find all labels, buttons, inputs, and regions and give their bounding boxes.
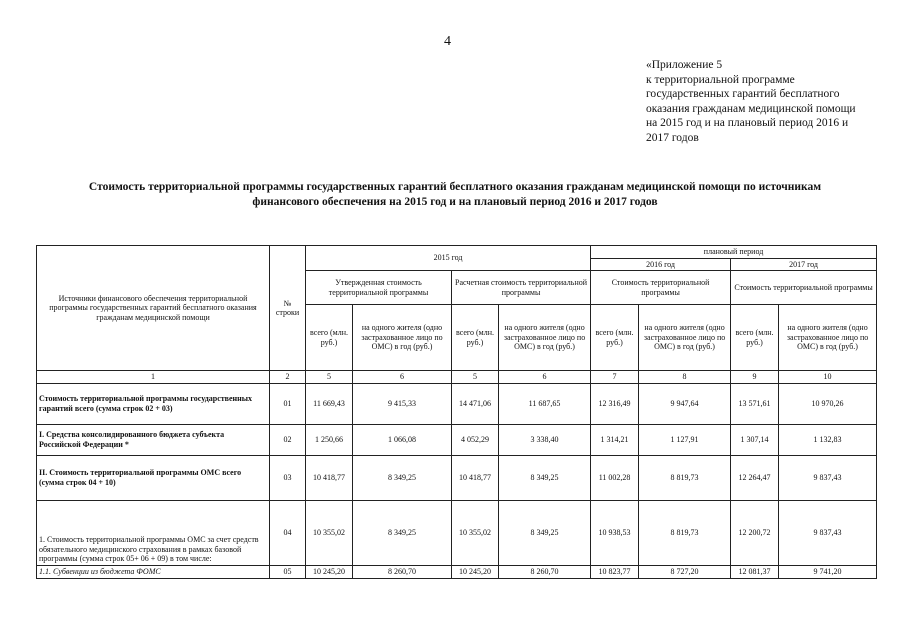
row-number: 04 (270, 500, 306, 565)
cell-value: 1 127,91 (639, 424, 731, 455)
header-cost-2017: Стоимость территориальной программы (731, 271, 877, 305)
cell-value: 8 819,73 (639, 500, 731, 565)
cost-table (36, 245, 877, 579)
appendix-line: государственных гарантий бесплатного (646, 88, 840, 100)
cell-value: 11 669,43 (306, 383, 353, 424)
appendix-line: 2017 годов (646, 131, 699, 144)
cell-value: 11 687,65 (499, 383, 591, 424)
cell-value: 9 947,64 (639, 383, 731, 424)
cell-value: 1 132,83 (779, 424, 877, 455)
header-per-resident: на одного жителя (одно застрахованное лицо по ОМС) в год (руб.) (639, 305, 731, 371)
cell-value: 10 823,77 (591, 565, 639, 578)
row-label: 1. Стоимость территориальной программы ОМС за счет средств обязательного медицинского страхования в рамках базовой программы (сумма строк 05+ 06 + 09) в том числе: (37, 500, 270, 565)
header-calculated-cost: Расчетная стоимость территориальной программы (452, 271, 591, 305)
header-per-resident: на одного жителя (одно застрахованное лицо по ОМС) в год (руб.) (353, 305, 452, 371)
cell-value: 10 418,77 (306, 455, 353, 500)
cell-value: 12 200,72 (731, 500, 779, 565)
cell-value: 8 260,70 (353, 565, 452, 578)
row-label: 1.1. Субвенции из бюджета ФОМС (37, 565, 270, 578)
header-total: всего (млн. руб.) (591, 305, 639, 371)
table-row (37, 500, 877, 565)
row-number: 05 (270, 565, 306, 578)
header-source: Источники финансового обеспечения территориальной программы государственных гарантий бесплатного оказания гражданам медицинской помощи (37, 246, 270, 371)
cell-value: 10 245,20 (452, 565, 499, 578)
cell-value: 10 970,26 (779, 383, 877, 424)
table-row (37, 383, 877, 424)
cell-value: 8 260,70 (499, 565, 591, 578)
cell-value: 10 355,02 (306, 500, 353, 565)
column-number: 10 (779, 371, 877, 384)
row-number: 01 (270, 383, 306, 424)
cell-value: 10 938,53 (591, 500, 639, 565)
cell-value: 8 819,73 (639, 455, 731, 500)
cell-value: 8 727,20 (639, 565, 731, 578)
row-label: II. Стоимость территориальной программы ОМС всего (сумма строк 04 + 10) (37, 455, 270, 500)
column-number: 7 (591, 371, 639, 384)
header-year-2017: 2017 год (731, 258, 877, 271)
column-number: 1 (37, 371, 270, 384)
table-row (37, 424, 877, 455)
cell-value: 8 349,25 (499, 455, 591, 500)
cell-value: 10 355,02 (452, 500, 499, 565)
cell-value: 9 837,43 (779, 455, 877, 500)
cell-value: 8 349,25 (353, 500, 452, 565)
cell-value: 14 471,06 (452, 383, 499, 424)
column-number: 6 (499, 371, 591, 384)
column-number: 5 (452, 371, 499, 384)
table-row (37, 455, 877, 500)
title-line: Стоимость территориальной программы государственных гарантий бесплатного оказания гражданам медицинской помощи по источникам (88, 181, 822, 193)
column-number: 9 (731, 371, 779, 384)
header-total: всего (млн. руб.) (306, 305, 353, 371)
cell-value: 12 081,37 (731, 565, 779, 578)
cell-value: 10 245,20 (306, 565, 353, 578)
column-number: 2 (270, 371, 306, 384)
page-number: 4 (444, 34, 451, 49)
cell-value: 9 415,33 (353, 383, 452, 424)
cell-value: 8 349,25 (499, 500, 591, 565)
cell-value: 1 307,14 (731, 424, 779, 455)
cell-value: 12 264,47 (731, 455, 779, 500)
appendix-line: на 2015 год и на плановый период 2016 и (646, 117, 849, 129)
header-planned-period: плановый период (591, 246, 877, 259)
row-number: 02 (270, 424, 306, 455)
header-approved-cost: Утвержденная стоимость территориальной программы (306, 271, 452, 305)
document-title (40, 180, 870, 210)
appendix-note (646, 58, 886, 145)
cell-value: 4 052,29 (452, 424, 499, 455)
cell-value: 1 250,66 (306, 424, 353, 455)
row-label: I. Средства консолидированного бюджета субъекта Российской Федерации * (37, 424, 270, 455)
cell-value: 3 338,40 (499, 424, 591, 455)
cell-value: 9 837,43 (779, 500, 877, 565)
table-row (37, 565, 877, 578)
header-year-2015: 2015 год (306, 246, 591, 271)
appendix-line: оказания гражданам медицинской помощи (646, 102, 856, 115)
column-number: 8 (639, 371, 731, 384)
title-line: финансового обеспечения на 2015 год и на плановый период 2016 и 2017 годов (252, 196, 658, 208)
row-number: 03 (270, 455, 306, 500)
column-number: 5 (306, 371, 353, 384)
cell-value: 9 741,20 (779, 565, 877, 578)
cell-value: 10 418,77 (452, 455, 499, 500)
header-row-no: № строки (270, 246, 306, 371)
cell-value: 13 571,61 (731, 383, 779, 424)
appendix-line: к территориальной программе (646, 73, 795, 86)
column-number: 6 (353, 371, 452, 384)
cell-value: 8 349,25 (353, 455, 452, 500)
appendix-line: «Приложение 5 (646, 59, 723, 71)
header-total: всего (млн. руб.) (731, 305, 779, 371)
header-per-resident: на одного жителя (одно застрахованное лицо по ОМС) в год (руб.) (779, 305, 877, 371)
header-year-2016: 2016 год (591, 258, 731, 271)
header-cost-2016: Стоимость территориальной программы (591, 271, 731, 305)
header-total: всего (млн. руб.) (452, 305, 499, 371)
cell-value: 1 066,08 (353, 424, 452, 455)
cell-value: 1 314,21 (591, 424, 639, 455)
cell-value: 11 002,28 (591, 455, 639, 500)
header-per-resident: на одного жителя (одно застрахованное лицо по ОМС) в год (руб.) (499, 305, 591, 371)
row-label: Стоимость территориальной программы государственных гарантий всего (сумма строк 02 + 03) (37, 383, 270, 424)
cell-value: 12 316,49 (591, 383, 639, 424)
